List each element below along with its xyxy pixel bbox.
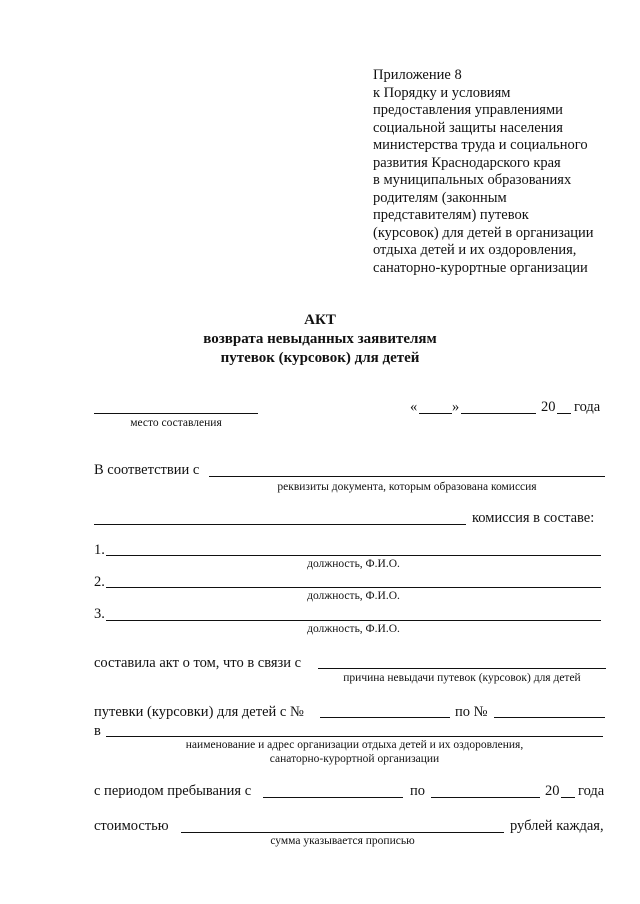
commission-label: комиссия в составе:	[472, 510, 595, 526]
member-2-field-line[interactable]	[106, 587, 601, 588]
member-3-number: 3.	[94, 606, 105, 622]
appendix-line: социальной защиты населения	[373, 119, 563, 136]
appendix-line: министерства труда и социального	[373, 137, 588, 153]
date-year-field-line[interactable]	[557, 413, 571, 414]
member-2-number: 2.	[94, 574, 105, 590]
cost-suffix: рублей каждая,	[510, 818, 604, 834]
period-year-suffix: года	[578, 783, 605, 799]
date-month-field-line[interactable]	[461, 413, 536, 414]
member-1-field-line[interactable]	[106, 555, 601, 556]
appendix-line: Приложение 8	[373, 67, 462, 83]
period-year-prefix: 20	[545, 783, 560, 799]
according-field-line[interactable]	[209, 476, 605, 477]
appendix-line: к Порядку и условиям	[373, 84, 511, 101]
appendix-line: санаторно-курортные организации	[373, 259, 588, 276]
commission-field-line[interactable]	[94, 524, 466, 525]
appendix-line: предоставления управлениями	[373, 102, 563, 118]
date-year-suffix: года	[574, 399, 601, 415]
reason-caption: причина невыдачи путевок (курсовок) для детей	[343, 672, 581, 684]
date-day-field-line[interactable]	[419, 413, 452, 414]
voucher-from-field-line[interactable]	[320, 717, 450, 718]
date-open-quote: «	[410, 399, 418, 415]
appendix-line: (курсовок) для детей в организации	[373, 224, 594, 241]
member-1-number: 1.	[94, 542, 105, 558]
place-caption: место составления	[130, 417, 222, 429]
place-field-line[interactable]	[94, 413, 258, 414]
appendix-line: представителям) путевок	[373, 207, 529, 223]
member-2-caption: должность, Ф.И.О.	[307, 590, 400, 602]
in-label: в	[94, 723, 101, 739]
reason-field-line[interactable]	[318, 668, 606, 669]
voucher-to-field-line[interactable]	[494, 717, 605, 718]
appendix-line: отдыха детей и их оздоровления,	[373, 242, 577, 258]
act-label: составила акт о том, что в связи с	[94, 655, 302, 671]
date-year-prefix: 20	[541, 399, 556, 415]
vouchers-label: путевки (курсовки) для детей с №	[94, 704, 304, 720]
cost-field-line[interactable]	[181, 832, 504, 833]
appendix-line: родителям (законным	[373, 189, 507, 206]
member-1-caption: должность, Ф.И.О.	[307, 558, 400, 570]
organization-field-line[interactable]	[106, 736, 603, 737]
period-to-field-line[interactable]	[431, 797, 540, 798]
according-label: В соответствии с	[94, 462, 200, 478]
period-label: с периодом пребывания с	[94, 783, 252, 799]
appendix-line: развития Краснодарского края	[373, 154, 561, 171]
member-3-field-line[interactable]	[106, 620, 601, 621]
cost-label: стоимостью	[94, 818, 169, 834]
date-close-quote: »	[452, 399, 460, 415]
period-from-field-line[interactable]	[263, 797, 403, 798]
document-subtitle-line-1: возврата невыданных заявителям	[203, 331, 437, 347]
cost-caption: сумма указывается прописью	[270, 835, 415, 847]
appendix-block	[373, 67, 623, 277]
document-title: АКТ	[304, 312, 336, 328]
vouchers-to-label: по №	[455, 704, 488, 720]
document-subtitle-line-2: путевок (курсовок) для детей	[220, 350, 420, 366]
organization-caption-line-1: наименование и адрес организации отдыха детей и их оздоровления,	[185, 739, 524, 751]
member-3-caption: должность, Ф.И.О.	[307, 623, 400, 635]
appendix-line: в муниципальных образованиях	[373, 172, 572, 188]
organization-caption-line-2: санаторно-курортной организации	[269, 753, 440, 765]
period-year-field-line[interactable]	[561, 797, 575, 798]
according-caption: реквизиты документа, которым образована комиссия	[277, 481, 537, 493]
period-to-label: по	[410, 783, 426, 799]
